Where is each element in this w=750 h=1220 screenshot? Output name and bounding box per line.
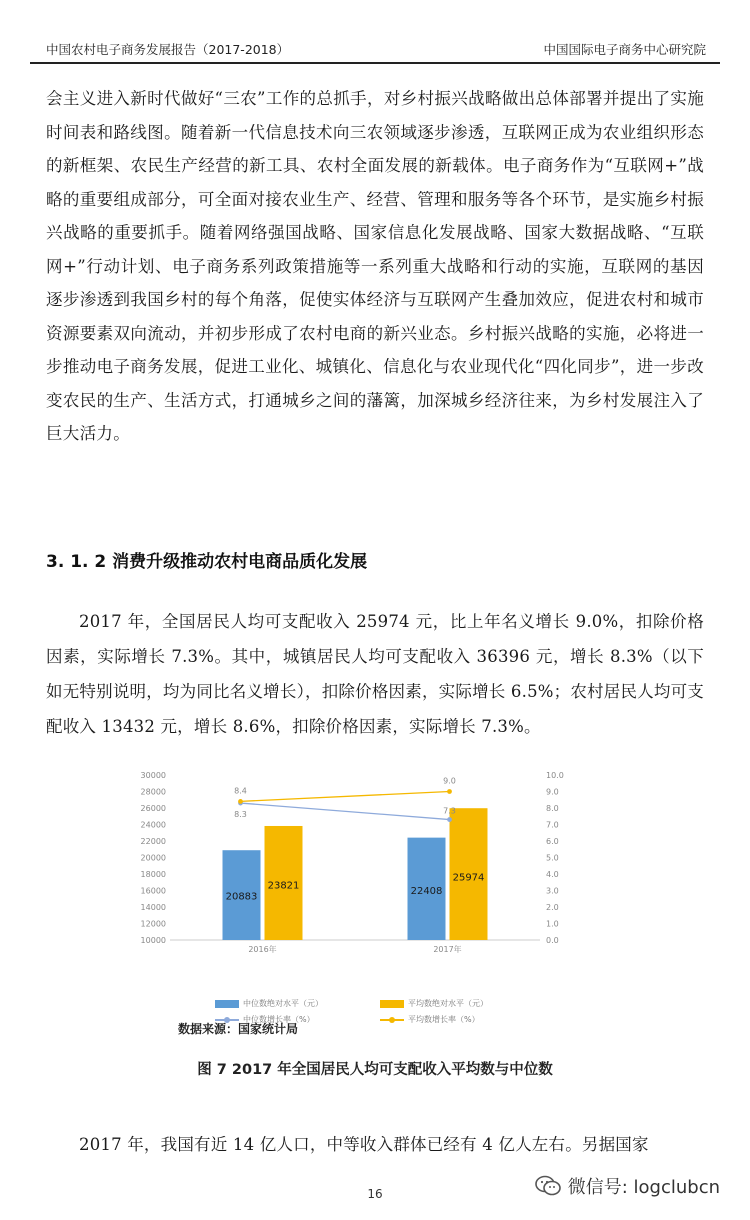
line-label: 8.4	[234, 786, 247, 796]
y2-tick-label: 8.0	[546, 804, 559, 813]
line-point	[238, 799, 243, 804]
legend-label-median-rate: 中位数增长率（%）	[243, 1015, 315, 1024]
income-chart	[130, 760, 590, 990]
y-tick-label: 26000	[140, 804, 166, 813]
legend-mean-line	[380, 1014, 480, 1025]
y-tick-label: 22000	[140, 837, 166, 846]
line-median-rate	[241, 803, 450, 820]
line-point	[447, 817, 452, 822]
bar-value-label: 25974	[452, 872, 485, 884]
line-label: 8.3	[234, 810, 247, 820]
section-title: 3. 1. 2 消费升级推动农村电商品质化发展	[46, 552, 368, 572]
header-institute: 中国国际电子商务中心研究院	[543, 42, 706, 57]
y-tick-label: 24000	[140, 820, 166, 830]
y-tick-label: 20000	[140, 853, 166, 863]
line-point	[447, 789, 452, 794]
paragraph-rural-strategy: 会主义进入新时代做好“三农”工作的总抓手，对乡村振兴战略做出总体部署并提出了实施时间表和路线图。随着新一代信息技术向三农领域逐步渗透，互联网正成为农业组织形态的新框架、农民生产经营的新工具、农村全面发展的新载体。电子商务作为“互联网+”战略的重要组成部分，可全面对接农业生产、经营、管理和服务等各个环节，是实施乡村振兴战略的重要抓手。随着网络强国战略、国家信息化发展战略、国家大数据战略、“互联网+”行动计划、电子商务系列政策措施等一系列重大战略和行动的实施，互联网的基因逐步渗透到我国乡村的每个角落，促使实体经济与互联网产生叠加效应，促进农村和城市资源要素双向流动，并初步形成了农村电商的新兴业态。乡村振兴战略的实施，必将进一步推动电子商务发展，促进工业化、城镇化、信息化与农业现代化“四化同步”，进一步改变农民的生产、生活方式，打通城乡之间的藩篱，加深城乡经济往来，为乡村发展注入了巨大活力。	[46, 89, 704, 443]
paragraph-population: 2017 年，我国有近 14 亿人口，中等收入群体已经有 4 亿人左右。另据国家	[79, 1135, 649, 1154]
page-header	[30, 36, 720, 64]
x-tick-label: 2017年	[433, 945, 462, 954]
paragraph-income-stats: 2017 年，全国居民人均可支配收入 25974 元，比上年名义增长 9.0%，扣除价格因素，实际增长 7.3%。其中，城镇居民人均可支配收入 36396 元，增长 8.3%（以下如无特别说明，均为同比名义增长），扣除价格因素，实际增长 6.5%；农村居民人均可支配收入 13432 元，增长 8.6%，扣除价格因素，实际增长 7.3%。	[46, 612, 704, 736]
legend-label-mean: 平均数绝对水平（元）	[408, 999, 488, 1008]
wechat-icon	[534, 1174, 562, 1198]
y-tick-label: 14000	[140, 903, 166, 912]
y2-tick-label: 3.0	[546, 886, 559, 896]
y2-tick-label: 9.0	[546, 787, 559, 797]
legend-swatch-median	[215, 1000, 239, 1008]
line-label: 7.3	[443, 806, 456, 816]
y2-tick-label: 10.0	[546, 771, 564, 780]
y2-tick-label: 6.0	[546, 837, 559, 846]
y2-tick-label: 1.0	[546, 919, 559, 929]
figure-caption: 图 7 2017 年全国居民人均可支配收入平均数与中位数	[197, 1062, 553, 1078]
header-report-title: 中国农村电子商务发展报告（2017-2018）	[46, 42, 290, 57]
data-source-note: 数据来源：国家统计局	[178, 1022, 299, 1036]
y-tick-label: 18000	[140, 870, 166, 879]
bar-value-label: 23821	[267, 880, 300, 892]
chart-svg	[130, 760, 590, 990]
y2-tick-label: 7.0	[546, 820, 559, 830]
line-label: 9.0	[443, 776, 456, 786]
watermark-text: 微信号: logclubcn	[567, 1177, 720, 1198]
legend-label-median: 中位数绝对水平（元）	[243, 999, 323, 1008]
legend-swatch-mean	[380, 1000, 404, 1008]
legend-mean-bar	[380, 998, 488, 1009]
bar-value-label: 20883	[225, 891, 258, 903]
legend-label-mean-rate: 平均数增长率（%）	[408, 1015, 480, 1024]
legend-swatch-mean-rate	[380, 1019, 404, 1021]
line-mean-rate	[241, 792, 450, 802]
bar-value-label: 22408	[410, 885, 443, 897]
wechat-watermark	[534, 1172, 720, 1200]
y2-tick-label: 0.0	[546, 936, 559, 945]
y-tick-label: 16000	[140, 886, 166, 896]
page-number: 16	[367, 1187, 383, 1201]
y2-tick-label: 2.0	[546, 903, 559, 912]
y-tick-label: 12000	[140, 919, 166, 929]
y-tick-label: 28000	[140, 787, 166, 797]
legend-median-bar	[215, 998, 323, 1009]
y2-tick-label: 4.0	[546, 870, 559, 879]
y-tick-label: 30000	[140, 771, 166, 780]
y-tick-label: 10000	[140, 936, 166, 945]
y2-tick-label: 5.0	[546, 853, 559, 863]
x-tick-label: 2016年	[248, 945, 277, 954]
